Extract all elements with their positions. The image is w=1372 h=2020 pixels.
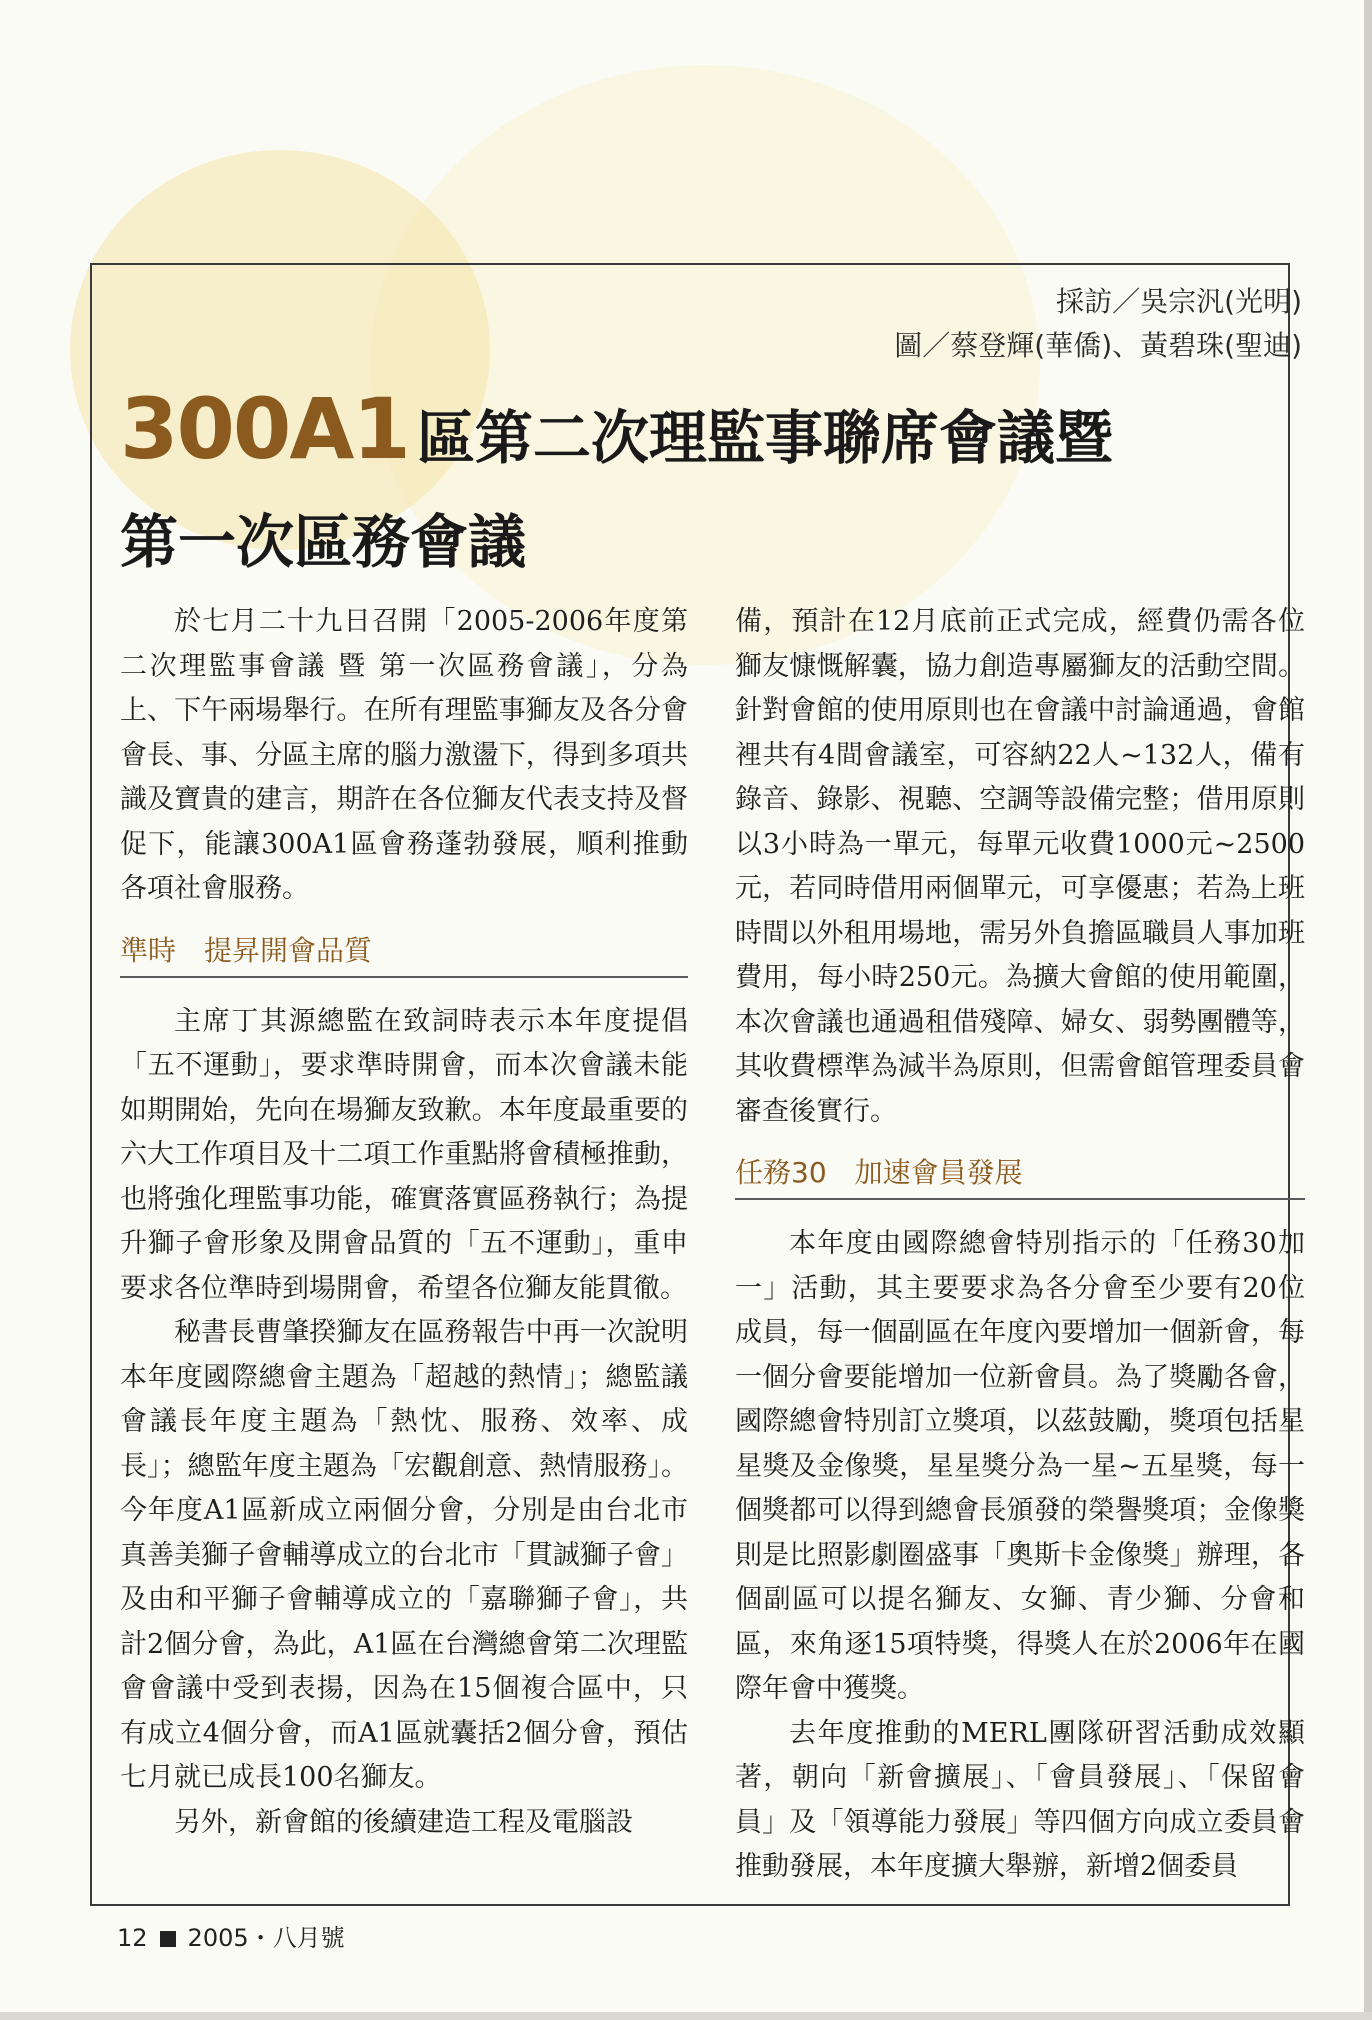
right-column <box>735 600 1305 1890</box>
scan-edge <box>1364 0 1372 2020</box>
section-heading-punctuality: 準時 提昇開會品質 <box>120 930 688 978</box>
paragraph: 備，預計在12月底前正式完成，經費仍需各位獅友慷慨解囊，協力創造專屬獅友的活動空間。針對會館的使用原則也在會議中討論通過，會館裡共有4間會議室，可容納22人~132人，備有錄音、錄影、視聽、空調等設備完整；借用原則以3小時為一單元，每單元收費1000元~2500元，若同時借用兩個單元，可享優惠；若為上班時間以外租用場地，需另外負擔區職員人事加班費用，每小時250元。為擴大會館的使用範圍，本次會議也通過租借殘障、婦女、弱勢團體等，其收費標準為減半為原則，但需會館管理委員會審查後實行。 <box>735 606 1305 1127</box>
article-title <box>120 380 1113 478</box>
paragraph: 秘書長曹肇揆獅友在區務報告中再一次說明本年度國際總會主題為「超越的熱情」；總監議會議長年度主題為「熱忱、服務、效率、成長」；總監年度主題為「宏觀創意、熱情服務」。今年度A1區新成立兩個分會，分別是由台北市真善美獅子會輔導成立的台北市「貫誠獅子會」及由和平獅子會輔導成立的「嘉聯獅子會」，共計2個分會，為此，A1區在台灣總會第二次理監會會議中受到表揚，因為在15個複合區中，只有成立4個分會，而A1區就囊括2個分會，預估七月就已成長100名獅友。 <box>120 1317 688 1793</box>
article-title-line2: 第一次區務會議 <box>120 508 527 576</box>
title-district-number: 300A1 <box>120 380 409 478</box>
page-number: 12 <box>117 1924 148 1952</box>
issue-label: 2005・八月號 <box>187 1924 345 1952</box>
page-footer <box>117 1918 345 1953</box>
paragraph: 本年度由國際總會特別指示的「任務30加一」活動，其主要要求為各分會至少要有20位成員，每一個副區在年度內要增加一個新會，每一個分會要能增加一位新會員。為了獎勵各會，國際總會特別訂立獎項，以茲鼓勵，獎項包括星星獎及金像獎，星星獎分為一星~五星獎，每一個獎都可以得到總會長頒發的榮譽獎項；金像獎則是比照影劇圈盛事「奧斯卡金像獎」辦理，各個副區可以提名獅友、女獅、青少獅、分會和區，來角逐15項特獎，得獎人在於2006年在國際年會中獲獎。 <box>735 1228 1305 1704</box>
paragraph: 另外，新會館的後續建造工程及電腦設 <box>174 1806 633 1838</box>
interviewer-credit: 採訪／吳宗汎(光明) <box>1056 285 1302 318</box>
left-column <box>120 600 688 1845</box>
title-line1: 區第二次理監事聯席會議暨 <box>416 404 1113 472</box>
scan-bottom-edge <box>0 2012 1372 2020</box>
photo-credit: 圖／蔡登輝(華僑)、黃碧珠(聖迪) <box>894 329 1302 362</box>
paragraph: 於七月二十九日召開「2005-2006年度第二次理監事會議 暨 第一次區務會議」，分為上、下午兩場舉行。在所有理監事獅友及各分會會長、事、分區主席的腦力激盪下，得到多項共識及寶貴的建言，期許在各位獅友代表支持及督促下，能讓300A1區會務蓬勃發展，順利推動各項社會服務。 <box>120 606 688 904</box>
section-heading-mission30: 任務30 加速會員發展 <box>735 1152 1305 1200</box>
paragraph: 主席丁其源總監在致詞時表示本年度提倡「五不運動」，要求準時開會，而本次會議未能如期開始，先向在場獅友致歉。本年度最重要的六大工作項目及十二項工作重點將會積極推動，也將強化理監事功能，確實落實區務執行；為提升獅子會形象及開會品質的「五不運動」，重申要求各位準時到場開會，希望各位獅友能貫徹。 <box>120 1005 688 1304</box>
article-credits <box>894 280 1302 368</box>
paragraph: 去年度推動的MERL團隊研習活動成效顯著，朝向「新會擴展」、「會員發展」、「保留會員」及「領導能力發展」等四個方向成立委員會推動發展，本年度擴大舉辦，新增2個委員 <box>735 1717 1305 1882</box>
square-bullet-icon <box>160 1931 176 1947</box>
